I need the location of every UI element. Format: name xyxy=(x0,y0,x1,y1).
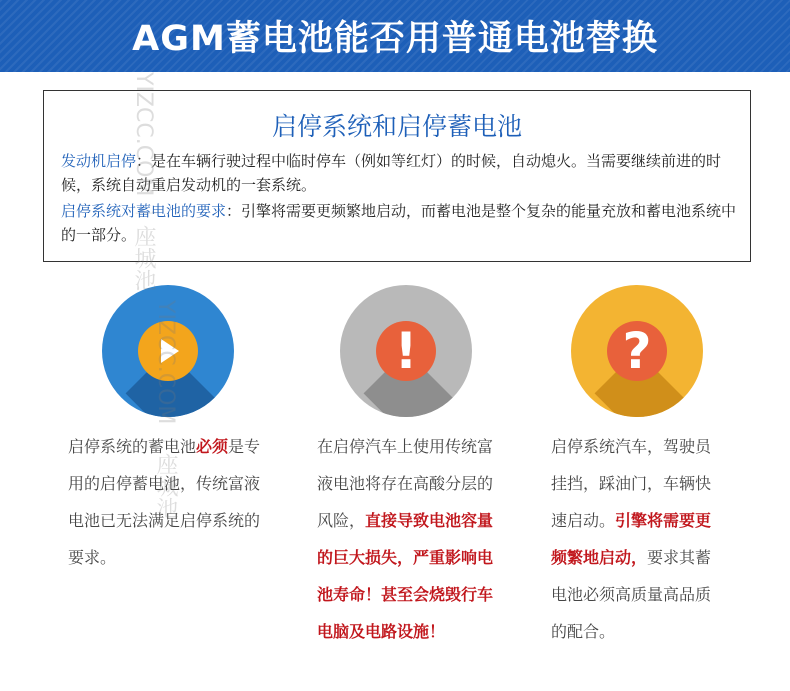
paragraph-battery-requirement xyxy=(61,199,741,247)
paragraph-lead: 发动机启停 xyxy=(61,152,137,170)
exclamation-icon: ! xyxy=(340,285,472,417)
question-icon: ? xyxy=(571,285,703,417)
paragraph-text: ：引擎将需要更频繁地启动，而蓄电池是整个复杂的能量充放和蓄电池系统中的一部分。 xyxy=(61,202,737,244)
card-text-frequency: 启停系统汽车，驾驶员挂挡，踩油门，车辆快速启动。引擎将需要更频繁地启动，要求其蓄电池必须高质量高品质的配合。 xyxy=(551,437,712,641)
watermark-text: YIZCC.COM 一座城池 xyxy=(131,72,156,292)
card-text-risk: 在启停汽车上使用传统富液电池将存在高酸分层的风险，直接导致电池容量的巨大损失，严重影响电池寿命！甚至会烧毁行车电脑及电路设施！ xyxy=(317,437,494,641)
info-box-title: 启停系统和启停蓄电池 xyxy=(271,112,522,141)
card-text-requirement: 启停系统的蓄电池必须是专用的启停蓄电池，传统富液电池已无法满足启停系统的要求。 xyxy=(68,437,261,567)
paragraph-text: ：是在车辆行驶过程中临时停车（例如等红灯）的时候，自动熄火。当需要继续前进的时候，系统自动重启发动机的一套系统。 xyxy=(61,152,722,194)
paragraph-lead: 启停系统对蓄电池的要求 xyxy=(61,202,227,220)
page-title: AGM蓄电池能否用普通电池替换 xyxy=(132,19,658,59)
watermark-text: YIZCC.COM 一座城池 xyxy=(153,300,178,520)
header-banner xyxy=(0,0,790,72)
paragraph-engine-stop-start xyxy=(61,149,741,197)
